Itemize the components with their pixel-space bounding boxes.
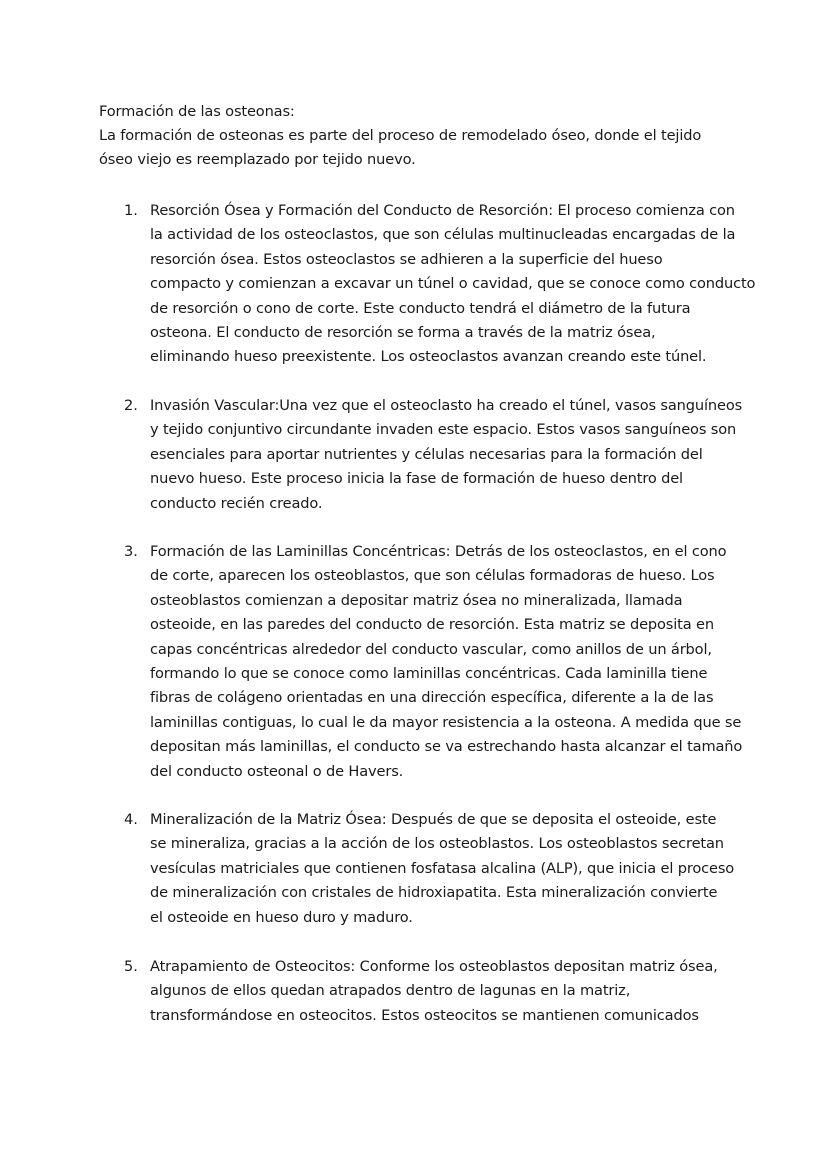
list-item-number: 1.: [124, 202, 138, 219]
list-item-line: esenciales para aportar nutrientes y células necesarias para la formación del: [150, 445, 703, 463]
intro-line: La formación de osteonas es parte del proceso de remodelado óseo, donde el tejido: [99, 127, 702, 144]
list-item-line: osteoblastos comienzan a depositar matriz ósea no mineralizada, llamada: [150, 591, 683, 609]
list-item-line: se mineraliza, gracias a la acción de los osteoblastos. Los osteoblastos secretan: [150, 835, 724, 853]
list-item-line: resorción ósea. Estos osteoclastos se adhieren a la superficie del hueso: [150, 250, 663, 268]
list-item-line: y tejido conjuntivo circundante invaden este espacio. Estos vasos sanguíneos son: [150, 421, 737, 439]
list-item-number: 3.: [124, 543, 138, 560]
list-item-line: de mineralización con cristales de hidroxiapatita. Esta mineralización convierte: [150, 884, 718, 902]
list-item-number: 2.: [124, 397, 138, 414]
list-item-line: Atrapamiento de Osteocitos: Conforme los osteoblastos depositan matriz ósea,: [150, 958, 718, 975]
list-item-number: 5.: [124, 958, 138, 975]
list-item-line: capas concéntricas alrededor del conducto vascular, como anillos de un árbol,: [150, 640, 712, 658]
list-item-line: laminillas contiguas, lo cual le da mayor resistencia a la osteona. A medida que se: [150, 713, 742, 731]
list-item-line: algunos de ellos quedan atrapados dentro de lagunas en la matriz,: [150, 982, 631, 1000]
list-item-line: vesículas matriciales que contienen fosfatasa alcalina (ALP), que inicia el proceso: [150, 859, 735, 877]
list-item-line: la actividad de los osteoclastos, que son células multinucleadas encargadas de la: [150, 226, 736, 244]
list-item-number: 4.: [124, 811, 138, 828]
list-item-line: de corte, aparecen los osteoblastos, que son células formadoras de hueso. Los: [150, 567, 715, 585]
list-item-line: el osteoide en hueso duro y maduro.: [150, 908, 413, 926]
list-item-line: fibras de colágeno orientadas en una dirección específica, diferente a la de las: [150, 689, 714, 707]
list-item-line: nuevo hueso. Este proceso inicia la fase de formación de hueso dentro del: [150, 470, 683, 488]
heading: Formación de las osteonas:: [99, 103, 295, 120]
list-item-line: del conducto osteonal o de Havers.: [150, 762, 404, 780]
list-item-line: Resorción Ósea y Formación del Conducto de Resorción: El proceso comienza con: [150, 202, 735, 219]
list-item-line: conducto recién creado.: [150, 494, 323, 512]
list-item-line: Invasión Vascular:Una vez que el osteoclasto ha creado el túnel, vasos sanguíneos: [150, 397, 743, 414]
intro-line: óseo viejo es reemplazado por tejido nuevo.: [99, 151, 416, 168]
list-item-line: osteona. El conducto de resorción se forma a través de la matriz ósea,: [150, 324, 656, 341]
list-item-line: formando lo que se conoce como laminillas concéntricas. Cada laminilla tiene: [150, 665, 708, 682]
list-item-line: de resorción o cono de corte. Este conducto tendrá el diámetro de la futura: [150, 299, 691, 317]
list-item-line: Mineralización de la Matriz Ósea: Después de que se deposita el osteoide, este: [150, 811, 717, 828]
list-item-line: eliminando hueso preexistente. Los osteoclastos avanzan creando este túnel.: [150, 348, 707, 366]
list-item-line: osteoide, en las paredes del conducto de resorción. Esta matriz se deposita en: [150, 616, 714, 634]
list-item-line: depositan más laminillas, el conducto se va estrechando hasta alcanzar el tamaño: [150, 738, 743, 756]
list-item-line: compacto y comienzan a excavar un túnel o cavidad, que se conoce como conducto: [150, 275, 756, 293]
list-item-line: transformándose en osteocitos. Estos osteocitos se mantienen comunicados: [150, 1006, 699, 1024]
list-item-line: Formación de las Laminillas Concéntricas: Detrás de los osteoclastos, en el cono: [150, 543, 727, 560]
